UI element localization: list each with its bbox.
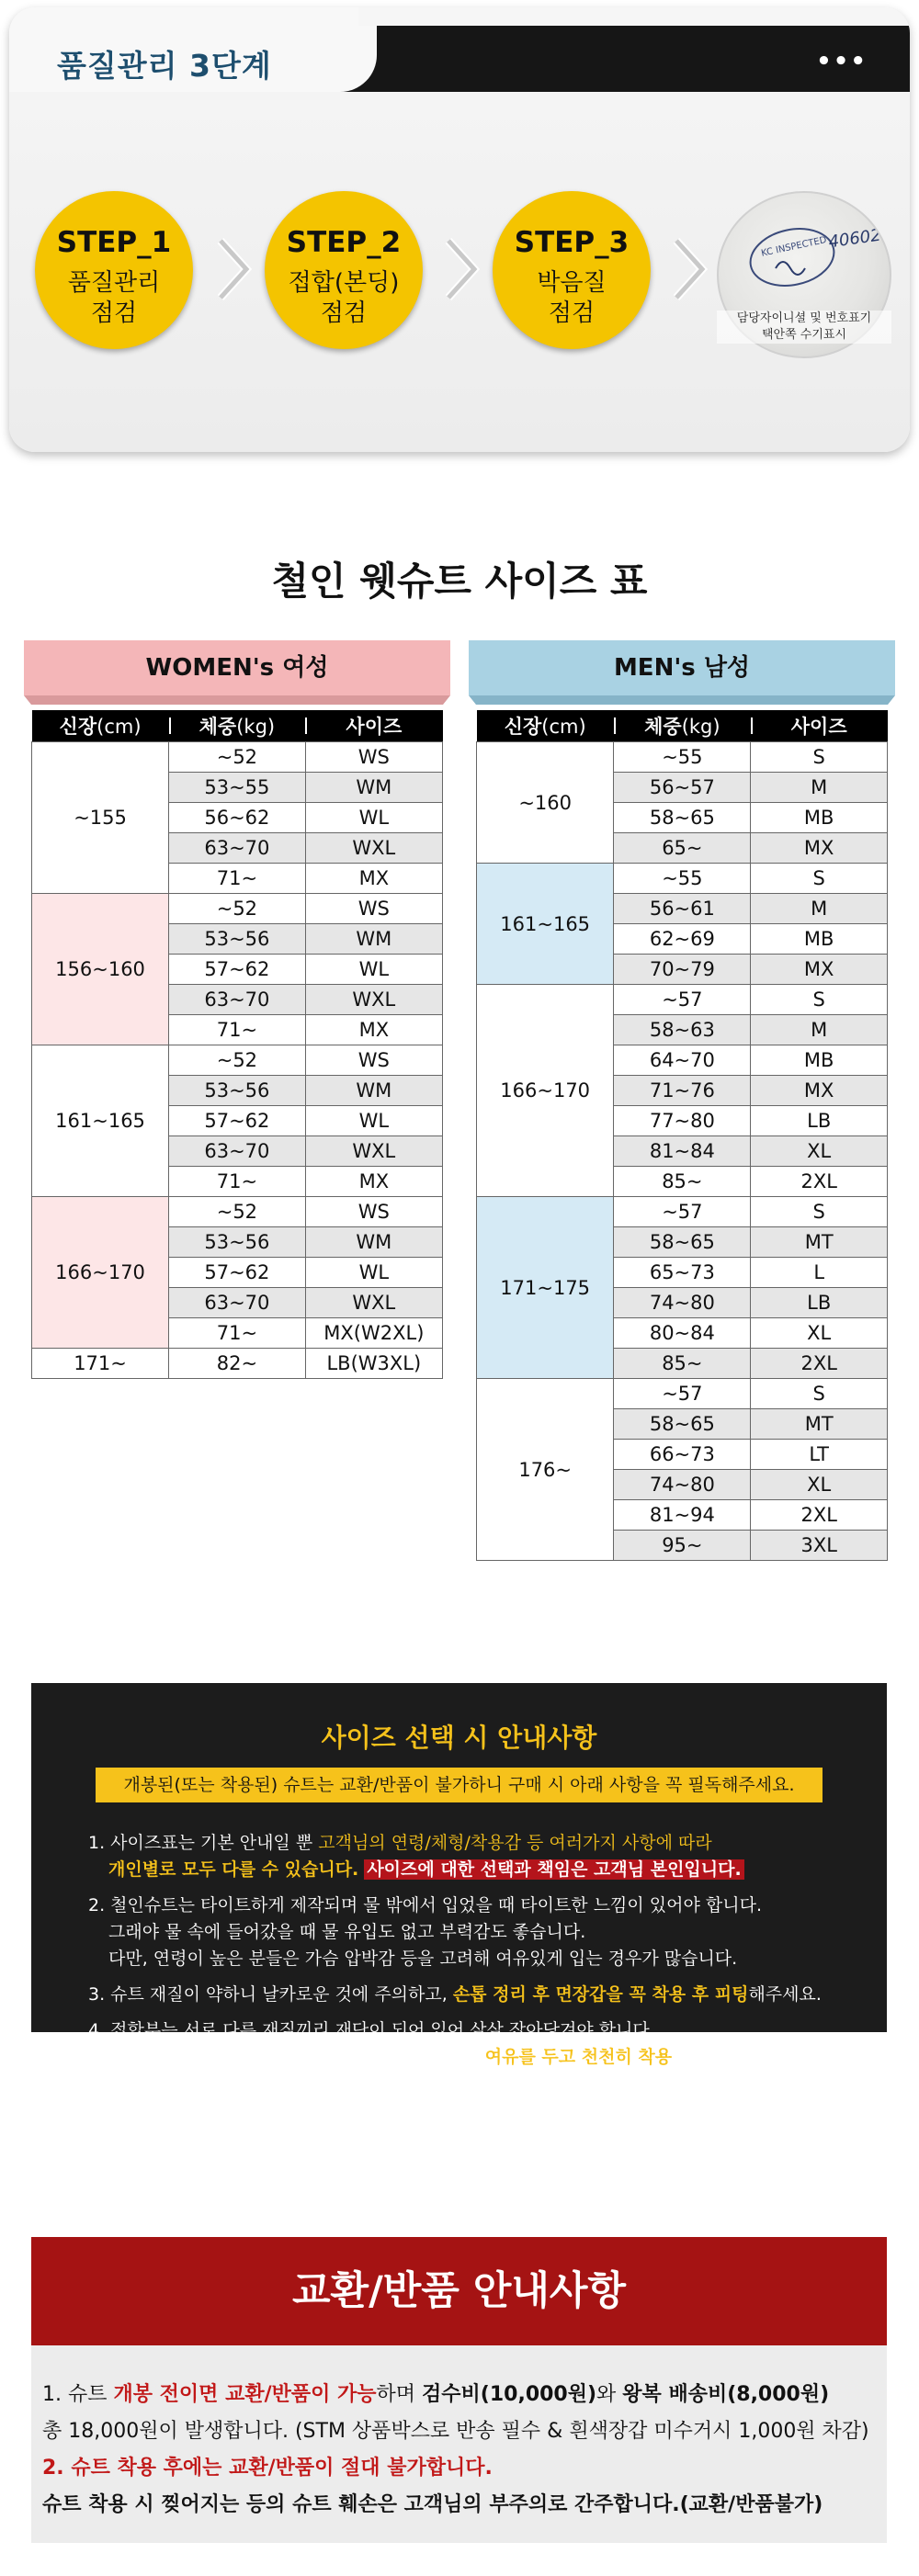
col-size-label: 사이즈 — [346, 716, 403, 738]
notice-item-2-line-2: 그래야 물 속에 들어갔을 때 물 유입도 없고 부력감도 좋습니다. — [108, 1922, 586, 1942]
exchange-line-3 — [42, 2450, 879, 2487]
weight-cell: 65~ — [614, 833, 751, 864]
weight-cell: 58~65 — [614, 1409, 751, 1440]
size-cell: WL — [305, 955, 442, 985]
size-cell: MX — [305, 1167, 442, 1197]
height-range-cell: 166~170 — [32, 1197, 169, 1349]
size-notice-box — [31, 1683, 887, 2103]
weight-cell: 70~79 — [614, 955, 751, 985]
col-size — [305, 710, 442, 742]
size-cell: M — [751, 1015, 888, 1045]
col-weight-unit: (kg) — [681, 716, 720, 738]
exchange-body — [31, 2345, 887, 2543]
col-weight-unit: (kg) — [236, 716, 276, 738]
qc-title: 품질관리 3단계 — [57, 48, 272, 84]
weight-cell: 53~56 — [169, 1076, 306, 1106]
size-cell: LB — [751, 1288, 888, 1318]
notice-item-1 — [88, 1830, 860, 1883]
table-row — [477, 742, 888, 773]
step-1-desc-2: 점검 — [90, 299, 138, 327]
size-cell: WL — [305, 803, 442, 833]
table-row — [32, 1349, 443, 1379]
col-size — [751, 710, 888, 742]
photo-caption — [717, 311, 891, 344]
size-cell: LT — [751, 1440, 888, 1470]
size-cell: MX — [305, 1015, 442, 1045]
size-cell: S — [751, 742, 888, 773]
notice-banner: 개봉된(또는 착용된) 슈트는 교환/반품이 불가하니 구매 시 아래 사항을 꼭 필독해주세요. — [96, 1768, 823, 1802]
size-cell: 2XL — [751, 1500, 888, 1531]
col-height-label: 신장 — [59, 716, 97, 738]
size-cell: XL — [751, 1470, 888, 1500]
size-cell: WXL — [305, 1288, 442, 1318]
notice-item-3 — [88, 1982, 860, 2008]
col-height-unit: (cm) — [541, 716, 586, 738]
step-2-circle — [265, 191, 423, 349]
height-range-cell: 161~165 — [32, 1045, 169, 1197]
notice-item-2 — [88, 1892, 860, 1972]
height-range-cell: 176~ — [477, 1379, 614, 1561]
weight-cell: ~52 — [169, 1197, 306, 1227]
exchange-l1-c: 하며 — [376, 2383, 423, 2406]
women-heading: WOMEN's 여성 — [24, 640, 450, 695]
exchange-l1-d: 검수비(10,000원) — [422, 2383, 597, 2406]
weight-cell: ~57 — [614, 1379, 751, 1409]
size-cell: MB — [751, 1045, 888, 1076]
weight-cell: 71~ — [169, 1167, 306, 1197]
size-cell: MT — [751, 1409, 888, 1440]
step-3-desc-1: 박음질 — [537, 269, 607, 297]
table-row — [32, 1197, 443, 1227]
col-weight-label: 체중 — [644, 716, 682, 738]
size-cell: WL — [305, 1258, 442, 1288]
size-cell: WM — [305, 924, 442, 955]
weight-cell: ~57 — [614, 985, 751, 1015]
weight-cell: 81~84 — [614, 1136, 751, 1167]
weight-cell: 57~62 — [169, 955, 306, 985]
weight-cell: 71~ — [169, 1318, 306, 1349]
weight-cell: 53~56 — [169, 924, 306, 955]
weight-cell: 58~63 — [614, 1015, 751, 1045]
notice-item-4-tail: 해주세요. — [672, 2047, 745, 2067]
size-cell: WM — [305, 1227, 442, 1258]
notice-item-4-text: 무리하게 잡아당기면 찢어질 수가 있으니 2-30분 — [108, 2047, 485, 2067]
size-cell: WS — [305, 1045, 442, 1076]
size-cell: XL — [751, 1318, 888, 1349]
height-range-cell: 171~ — [32, 1349, 169, 1379]
weight-cell: ~57 — [614, 1197, 751, 1227]
weight-cell: 56~61 — [614, 894, 751, 924]
notice-item-3-emphasis: 손톱 정리 후 면장갑을 꼭 착용 후 피팅 — [452, 1984, 749, 2005]
notice-item-2-line-1: 2. 철인슈트는 타이트하게 제작되며 물 밖에서 입었을 때 타이트한 느낌이 있어야 합니다. — [88, 1895, 762, 1915]
size-cell: WXL — [305, 833, 442, 864]
notice-item-3-text: 3. 슈트 재질이 약하니 날카로운 것에 주의하고, — [88, 1984, 453, 2005]
weight-cell: 56~62 — [169, 803, 306, 833]
size-cell: WM — [305, 1076, 442, 1106]
notice-item-3-tail: 해주세요. — [748, 1984, 822, 2005]
step-1-desc-1: 품질관리 — [67, 269, 161, 297]
weight-cell: 58~65 — [614, 1227, 751, 1258]
more-icon[interactable]: ••• — [816, 48, 868, 75]
photo-caption-line-1: 담당자이니셜 및 번호표기 — [736, 311, 872, 325]
weight-cell: 56~57 — [614, 773, 751, 803]
height-range-cell: ~155 — [32, 742, 169, 894]
exchange-line-1 — [42, 2377, 879, 2413]
weight-cell: 65~73 — [614, 1258, 751, 1288]
photo-caption-line-2: 택안쪽 수기표시 — [761, 328, 847, 342]
size-cell: WXL — [305, 1136, 442, 1167]
size-cell: WM — [305, 773, 442, 803]
size-cell: MX(W2XL) — [305, 1318, 442, 1349]
exchange-l1-f: 왕복 배송비(8,000원) — [622, 2383, 830, 2406]
women-heading-fold — [24, 695, 450, 705]
size-cell: LB — [751, 1106, 888, 1136]
exchange-l1-e: 와 — [596, 2383, 623, 2406]
step-1-circle — [35, 191, 193, 349]
notice-item-1-emphasis: 개인별로 모두 다를 수 있습니다. — [108, 1859, 359, 1880]
weight-cell: 63~70 — [169, 1288, 306, 1318]
weight-cell: 57~62 — [169, 1106, 306, 1136]
size-cell: MX — [751, 1076, 888, 1106]
notice-item-1-warning: 사이즈에 대한 선택과 책임은 고객님 본인입니다. — [364, 1859, 743, 1880]
photo-handwriting: 40602 — [827, 225, 882, 253]
col-size-label: 사이즈 — [790, 716, 847, 738]
table-row — [477, 1379, 888, 1409]
size-cell: MT — [751, 1227, 888, 1258]
size-cell: WS — [305, 742, 442, 773]
stamp-text: KC INSPECTED — [760, 234, 828, 259]
exchange-l3-b: 슈트 착용 후에는 교환/반품이 절대 불가합니다. — [71, 2457, 493, 2480]
size-cell: MX — [305, 864, 442, 894]
weight-cell: 74~80 — [614, 1470, 751, 1500]
col-height-unit: (cm) — [96, 716, 142, 738]
size-cell: MB — [751, 803, 888, 833]
chevron-right-icon — [215, 237, 252, 301]
size-cell: WS — [305, 894, 442, 924]
weight-cell: 71~ — [169, 864, 306, 894]
weight-cell: 82~ — [169, 1349, 306, 1379]
weight-cell: ~52 — [169, 1045, 306, 1076]
size-cell: S — [751, 985, 888, 1015]
weight-cell: 64~70 — [614, 1045, 751, 1076]
notice-item-4 — [88, 2017, 860, 2071]
weight-cell: 57~62 — [169, 1258, 306, 1288]
notice-item-5-text: 5. 수영장에서의 사용은 권장하지 않습니다. (락스물에 의한 변색 및 품질저하) — [88, 2083, 680, 2103]
exchange-l1-a: 1. 슈트 — [42, 2383, 114, 2406]
notice-list — [88, 1830, 860, 2116]
table-row — [477, 864, 888, 894]
notice-item-2-line-3: 다만, 연령이 높은 분들은 가슴 압박감 등을 고려해 여유있게 입는 경우가 많습니다. — [108, 1949, 738, 1969]
weight-cell: 85~ — [614, 1167, 751, 1197]
weight-cell: 53~55 — [169, 773, 306, 803]
men-size-table — [476, 710, 888, 1561]
exchange-l1-b: 개봉 전이면 교환/반품이 가능 — [113, 2383, 377, 2406]
size-cell: L — [751, 1258, 888, 1288]
notice-item-1-text: 1. 사이즈표는 기본 안내일 뿐 — [88, 1833, 319, 1853]
notice-item-4-line-1: 4. 접합부는 서로 다른 재질끼리 재단이 되어 있어 살살 잡아당겨야 합니다. — [88, 2020, 655, 2040]
size-cell: MX — [751, 833, 888, 864]
weight-cell: 85~ — [614, 1349, 751, 1379]
weight-cell: 95~ — [614, 1531, 751, 1561]
notice-title: 사이즈 선택 시 안내사항 — [321, 1723, 597, 1753]
weight-cell: 77~80 — [614, 1106, 751, 1136]
weight-cell: 58~65 — [614, 803, 751, 833]
height-range-cell: 161~165 — [477, 864, 614, 985]
weight-cell: 63~70 — [169, 985, 306, 1015]
quality-control-card — [9, 7, 910, 452]
exchange-l3-a: 2. — [42, 2457, 72, 2480]
size-cell: LB(W3XL) — [305, 1349, 442, 1379]
weight-cell: 71~76 — [614, 1076, 751, 1106]
size-cell: M — [751, 773, 888, 803]
weight-cell: ~55 — [614, 742, 751, 773]
exchange-line-4: 슈트 착용 시 찢어지는 등의 슈트 훼손은 고객님의 부주의로 간주합니다.(교환/반품불가) — [42, 2493, 823, 2516]
weight-cell: 63~70 — [169, 833, 306, 864]
size-cell: 3XL — [751, 1531, 888, 1561]
men-heading-fold — [469, 695, 895, 705]
col-weight — [614, 710, 751, 742]
weight-cell: 63~70 — [169, 1136, 306, 1167]
size-cell: MB — [751, 924, 888, 955]
weight-cell: 53~56 — [169, 1227, 306, 1258]
size-cell: 2XL — [751, 1349, 888, 1379]
size-cell: MX — [751, 955, 888, 985]
step-3-desc-2: 점검 — [548, 299, 596, 327]
col-weight-label: 체중 — [199, 716, 237, 738]
col-height — [477, 710, 614, 742]
table-row — [477, 985, 888, 1015]
notice-item-1-highlight: 고객님의 연령/체형/착용감 등 여러가지 사항에 따라 — [318, 1833, 712, 1853]
step-3-circle — [493, 191, 651, 349]
chevron-right-icon — [443, 237, 480, 301]
weight-cell: 62~69 — [614, 924, 751, 955]
size-cell: 2XL — [751, 1167, 888, 1197]
step-2-desc-1: 접합(본딩) — [288, 269, 400, 297]
step-3-label: STEP_3 — [514, 226, 630, 259]
weight-cell: ~55 — [614, 864, 751, 894]
size-cell: XL — [751, 1136, 888, 1167]
step-1-label: STEP_1 — [56, 226, 172, 259]
weight-cell: 71~ — [169, 1015, 306, 1045]
table-row — [477, 1197, 888, 1227]
size-cell: WL — [305, 1106, 442, 1136]
col-height — [32, 710, 169, 742]
men-heading: MEN's 남성 — [469, 640, 895, 695]
height-range-cell: ~160 — [477, 742, 614, 864]
height-range-cell: 156~160 — [32, 894, 169, 1045]
notice-item-4-emphasis: 여유를 두고 천천히 착용 — [484, 2047, 673, 2067]
exchange-line-2: 총 18,000원이 발생합니다. (STM 상품박스로 반송 필수 & 흰색장갑 미수거시 1,000원 차감) — [42, 2420, 869, 2443]
weight-cell: 80~84 — [614, 1318, 751, 1349]
height-range-cell: 171~175 — [477, 1197, 614, 1379]
size-cell: WXL — [305, 985, 442, 1015]
step-2-label: STEP_2 — [286, 226, 402, 259]
size-cell: S — [751, 864, 888, 894]
table-row — [32, 742, 443, 773]
size-cell: M — [751, 894, 888, 924]
weight-cell: 66~73 — [614, 1440, 751, 1470]
women-size-table — [31, 710, 443, 1379]
chevron-right-icon — [671, 237, 708, 301]
step-2-desc-2: 점검 — [320, 299, 368, 327]
notice-item-5 — [88, 2080, 860, 2107]
weight-cell: 74~80 — [614, 1288, 751, 1318]
table-row — [32, 1045, 443, 1076]
weight-cell: 81~94 — [614, 1500, 751, 1531]
weight-cell: ~52 — [169, 742, 306, 773]
table-row — [32, 894, 443, 924]
weight-cell: ~52 — [169, 894, 306, 924]
col-height-label: 신장 — [504, 716, 542, 738]
col-weight — [169, 710, 306, 742]
exchange-title: 교환/반품 안내사항 — [31, 2237, 887, 2345]
size-cell: S — [751, 1197, 888, 1227]
size-cell: WS — [305, 1197, 442, 1227]
height-range-cell: 166~170 — [477, 985, 614, 1197]
size-cell: S — [751, 1379, 888, 1409]
size-chart-title: 철인 웻슈트 사이즈 표 — [271, 559, 648, 604]
